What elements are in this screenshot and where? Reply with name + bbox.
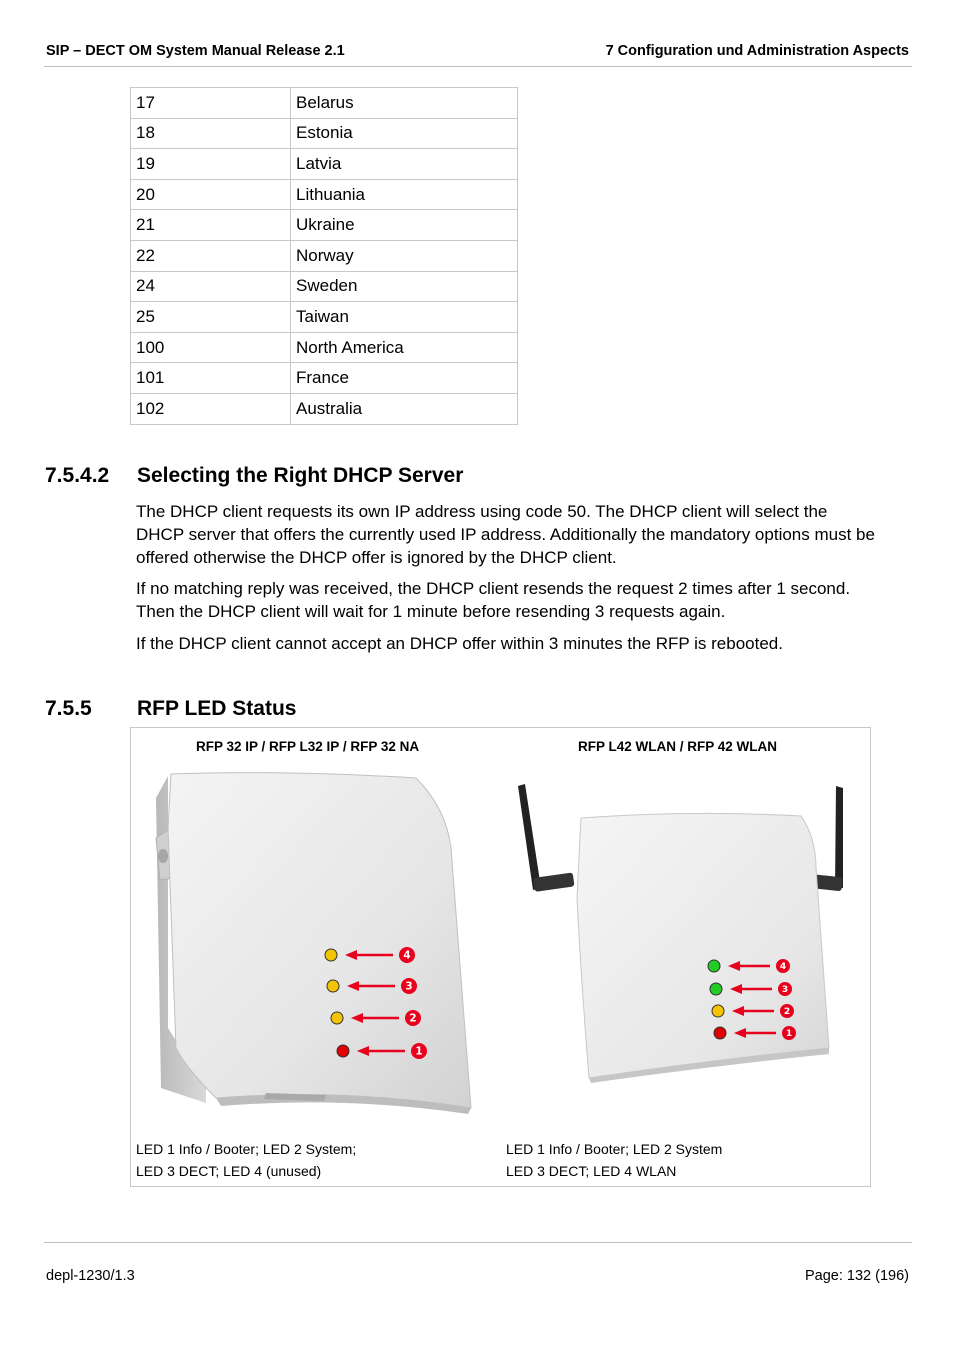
table-row [131,210,518,241]
led-number-label: 4 [403,949,411,962]
arrow-head [347,981,359,991]
led-light [712,1005,724,1017]
led-3 [710,982,792,996]
led-light [325,949,337,961]
country-name-cell: France [291,363,518,394]
arrow-head [345,950,357,960]
led-number-label: 1 [415,1045,423,1058]
led-number-label: 2 [409,1012,417,1025]
paragraph: The DHCP client requests its own IP address using code 50. The DHCP client will select the DHCP server that offers the currently used IP address. Additionally the mandatory options must be offered otherwise the DHCP offer is ignored by the DHCP client. [136,502,875,567]
paragraph: If no matching reply was received, the DHCP client resends the request 2 times after 1 second. Then the DHCP client will wait for 1 minute before resending 3 requests again. [136,579,851,621]
arrow-head [734,1028,746,1038]
led-2 [331,1010,421,1026]
country-code-cell: 100 [131,332,291,363]
table-row [131,302,518,333]
country-code-cell: 22 [131,240,291,271]
table-row [131,363,518,394]
caption-line: LED 1 Info / Booter; LED 2 System [506,1141,723,1157]
country-code-cell: 102 [131,393,291,424]
section-title: RFP LED Status [137,697,297,720]
page-header [44,38,912,67]
arrow-head [351,1013,363,1023]
caption-line: LED 1 Info / Booter; LED 2 System; [136,1141,357,1157]
caption-line: LED 3 DECT; LED 4 (unused) [136,1163,322,1179]
country-name-cell: Belarus [291,88,518,119]
arrow-head [730,984,742,994]
country-name-cell: Estonia [291,118,518,149]
country-name-cell: Norway [291,240,518,271]
table-row [131,118,518,149]
led-status-figure [130,727,871,1187]
table-row [131,271,518,302]
country-name-cell: Taiwan [291,302,518,333]
left-device-title: RFP 32 IP / RFP L32 IP / RFP 32 NA [196,739,420,754]
country-name-cell: North America [291,332,518,363]
led-light [710,983,722,995]
table-row [131,332,518,363]
led-3 [327,978,417,994]
led-light [331,1012,343,1024]
led-light [337,1045,349,1057]
country-code-cell: 21 [131,210,291,241]
led-1 [714,1026,796,1040]
country-code-table [130,87,518,425]
left-device-caption [136,1138,356,1182]
led-number-label: 3 [405,980,413,993]
country-code-cell: 24 [131,271,291,302]
led-4 [708,959,790,973]
table-row [131,88,518,119]
footer-page-number: Page: 132 (196) [805,1268,909,1284]
led-number-label: 1 [785,1028,793,1039]
country-name-cell: Ukraine [291,210,518,241]
led-light [708,960,720,972]
country-code-cell: 101 [131,363,291,394]
arrow-head [728,961,740,971]
arrow-head [357,1046,369,1056]
led-light [327,980,339,992]
table-row [131,179,518,210]
arrow-head [732,1006,744,1016]
table-row [131,240,518,271]
country-name-cell: Australia [291,393,518,424]
table-row [131,393,518,424]
page-footer [44,1242,912,1284]
country-name-cell: Latvia [291,149,518,180]
header-chapter-title: 7 Configuration und Administration Aspects [605,43,909,59]
led-1 [337,1043,427,1059]
led-2 [712,1004,794,1018]
led-number-label: 2 [783,1006,791,1017]
right-device-caption [506,1138,722,1182]
country-code-cell: 20 [131,179,291,210]
paragraph: If the DHCP client cannot accept an DHCP offer within 3 minutes the RFP is rebooted. [136,634,783,653]
country-name-cell: Sweden [291,271,518,302]
country-code-cell: 25 [131,302,291,333]
country-name-cell: Lithuania [291,179,518,210]
footer-document-id: depl-1230/1.3 [46,1268,135,1284]
led-indicator-svg [321,943,521,1073]
led-4 [325,947,415,963]
caption-line: LED 3 DECT; LED 4 WLAN [506,1163,677,1179]
section-title: Selecting the Right DHCP Server [137,464,464,487]
led-indicator-svg [706,954,906,1084]
section-number: 7.5.5 [45,697,92,720]
led-light [714,1027,726,1039]
led-number-label: 3 [781,984,789,995]
section-number: 7.5.4.2 [45,464,110,487]
table-row [131,149,518,180]
country-code-cell: 19 [131,149,291,180]
country-code-cell: 17 [131,88,291,119]
right-device-title: RFP L42 WLAN / RFP 42 WLAN [578,739,778,754]
country-code-cell: 18 [131,118,291,149]
led-number-label: 4 [779,961,787,972]
header-document-title: SIP – DECT OM System Manual Release 2.1 [46,43,345,59]
